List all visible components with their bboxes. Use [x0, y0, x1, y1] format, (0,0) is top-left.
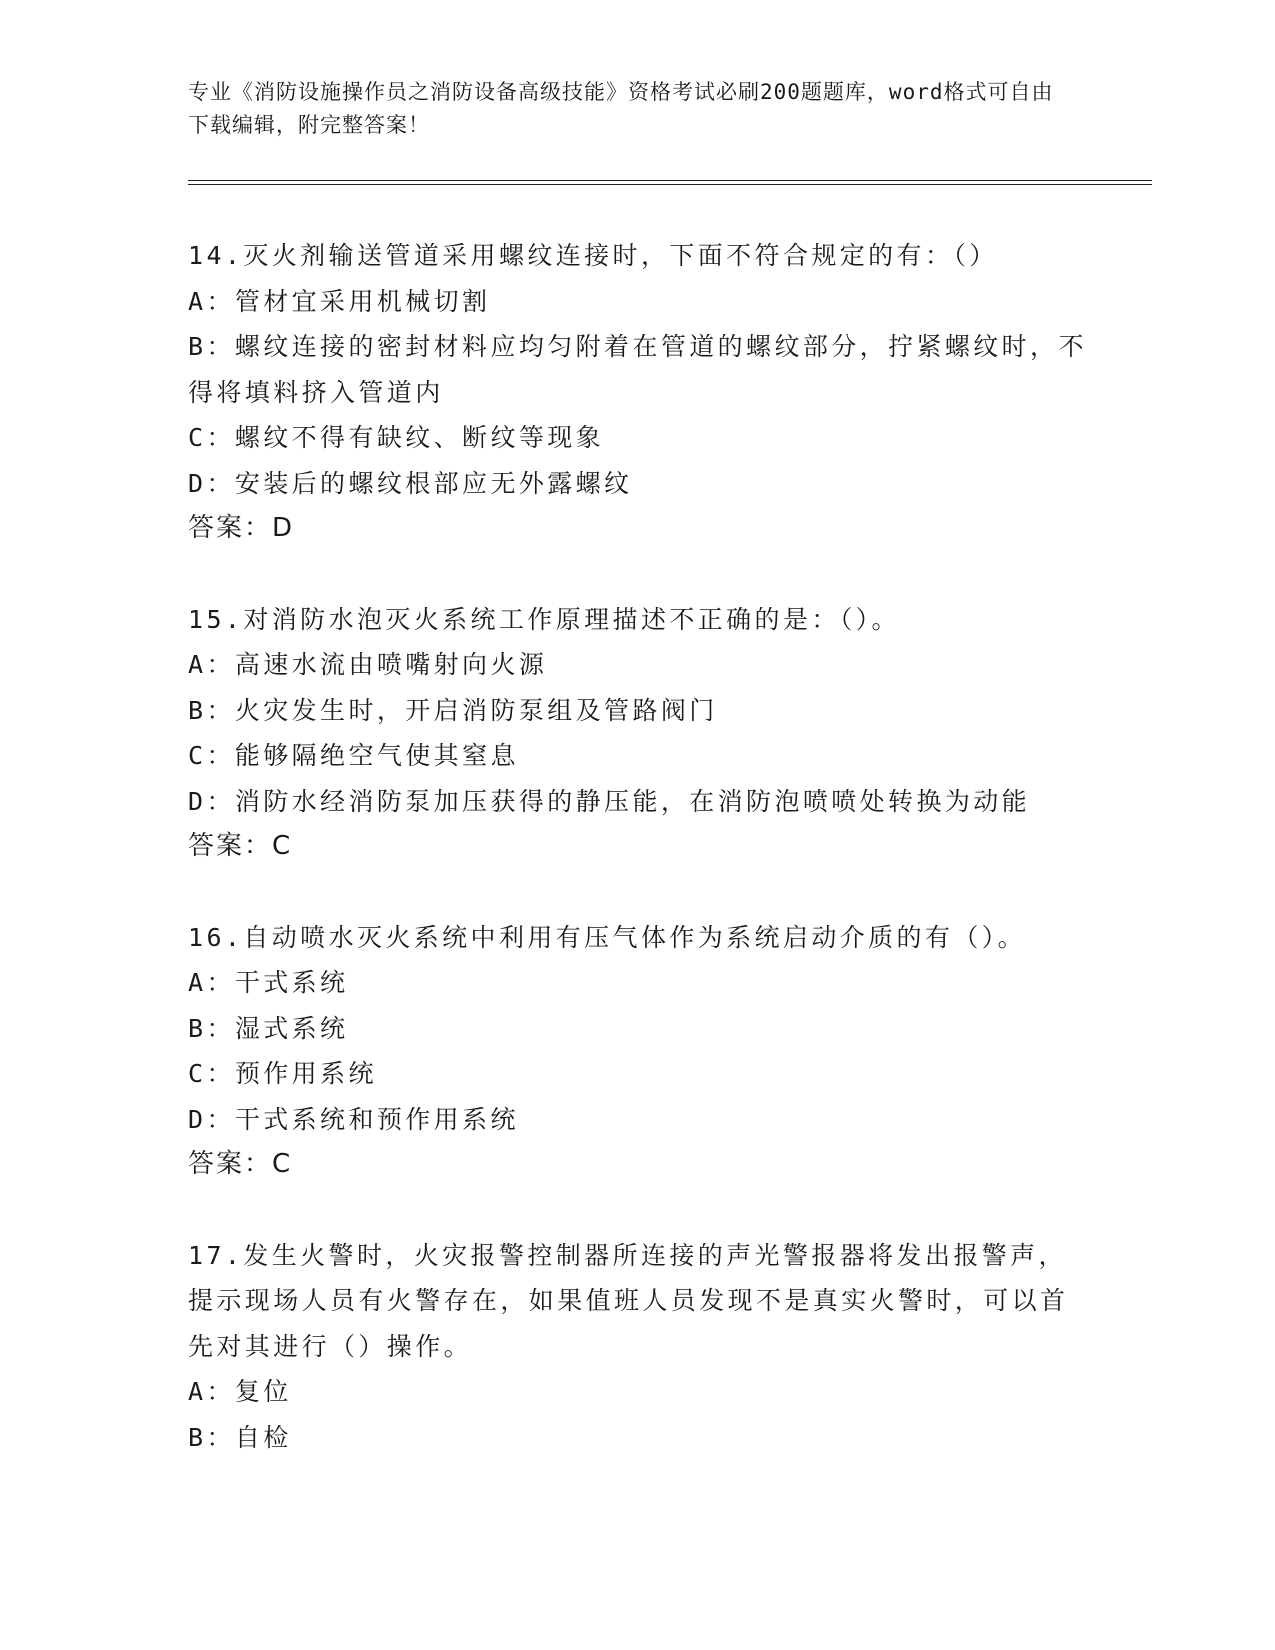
option-b: B：螺纹连接的密封材料应均匀附着在管道的螺纹部分，拧紧螺纹时，不得将填料挤入管道内 — [188, 332, 1087, 407]
option-b: B：火灾发生时，开启消防泵组及管路阀门 — [188, 695, 718, 725]
option-a: A：管材宜采用机械切割 — [188, 286, 491, 316]
header-divider-bottom — [188, 184, 1152, 185]
option-d: D：消防水经消防泵加压获得的静压能，在消防泡喷喷处转换为动能 — [188, 786, 1031, 816]
header-divider-top — [188, 180, 1152, 181]
question-stem: 15.对消防水泡灭火系统工作原理描述不正确的是：（）。 — [188, 604, 900, 634]
question-stem: 14.灭火剂输送管道采用螺纹连接时，下面不符合规定的有：（） — [188, 241, 998, 270]
option-b: B：自检 — [188, 1422, 292, 1452]
question-stem: 16.自动喷水灭火系统中利用有压气体作为系统启动介质的有（）。 — [188, 922, 1027, 952]
answer: 答案：C — [188, 1149, 293, 1179]
question-list — [188, 233, 1088, 1460]
option-a: A：干式系统 — [188, 968, 349, 997]
question-17 — [188, 1233, 1088, 1461]
answer: 答案：C — [188, 831, 293, 861]
question-15 — [188, 597, 1088, 870]
option-c: C：预作用系统 — [188, 1059, 377, 1088]
option-c: C：螺纹不得有缺纹、断纹等现象 — [188, 423, 605, 452]
answer: 答案：D — [188, 513, 295, 543]
option-b: B：湿式系统 — [188, 1013, 349, 1043]
question-stem: 17.发生火警时，火灾报警控制器所连接的声光警报器将发出报警声，提示现场人员有火警存在，如果值班人员发现不是真实火警时，可以首先对其进行（）操作。 — [188, 1240, 1069, 1361]
option-a: A：高速水流由喷嘴射向火源 — [188, 650, 548, 679]
question-16 — [188, 915, 1088, 1188]
option-c: C：能够隔绝空气使其窒息 — [188, 741, 519, 770]
document-header: 专业《消防设施操作员之消防设备高级技能》资格考试必刷200题题库，word格式可自由下载编辑，附完整答案！ — [188, 80, 1054, 137]
question-14 — [188, 233, 1088, 552]
option-a: A：复位 — [188, 1377, 292, 1406]
option-d: D：安装后的螺纹根部应无外露螺纹 — [188, 468, 633, 498]
option-d: D：干式系统和预作用系统 — [188, 1104, 519, 1134]
